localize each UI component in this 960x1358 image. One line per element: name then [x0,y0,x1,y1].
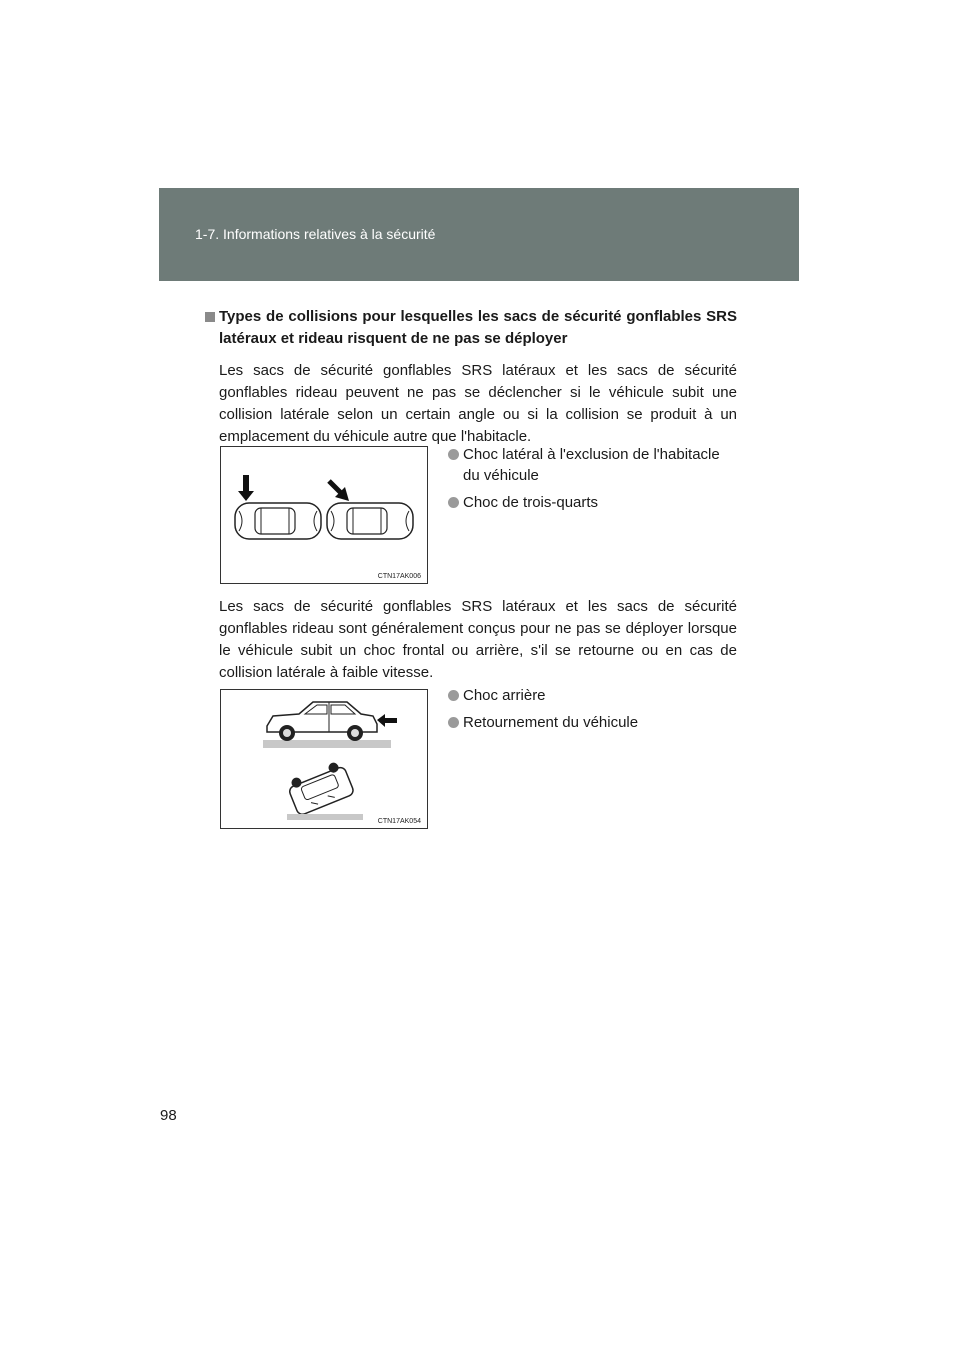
arrow-down-icon [238,475,254,501]
section-title: 1-7. Informations relatives à la sécurité [195,226,436,242]
page-number: 98 [160,1107,177,1124]
bullet-list-1 [448,444,738,519]
bullet-icon [448,449,459,460]
ground-bar [287,814,363,820]
car-top-view-right-icon [327,503,413,539]
figure-code: CTN17AK054 [377,818,421,825]
bullet-icon [448,690,459,701]
section-heading-text: Types de collisions pour lesquelles les sacs de sécurité gonflables SRS latéraux et rideau risquent de ne pas se déployer [219,308,737,347]
paragraph-2-block [205,596,737,684]
ground-bar [263,740,391,748]
paragraph-1: Les sacs de sécurité gonflables SRS latéraux et les sacs de sécurité gonflables rideau peuvent ne pas se déclencher si le véhicule subit une collision latérale selon un certain angle ou si la collision se produit à un emplacement du véhicule autre que l'habitacle. [219,362,737,445]
bullet-text: Retournement du véhicule [463,714,639,731]
figure-rear-rollover [220,689,428,829]
side-impact-illustration [221,447,427,583]
arrow-diagonal-icon [329,481,349,501]
paragraph-2: Les sacs de sécurité gonflables SRS latéraux et les sacs de sécurité gonflables rideau sont généralement conçus pour ne pas se déployer lorsque le véhicule subit un choc frontal ou arrière, s'il se retourne ou en cas de collision latérale à faible vitesse. [219,598,737,681]
bullet-text: Choc de trois-quarts [463,494,599,511]
main-content [205,306,737,448]
header-band [159,188,799,281]
bullet-icon [448,497,459,508]
bullet-text: Choc latéral à l'exclusion de l'habitacle du véhicule [463,446,720,484]
list-item [448,492,738,513]
list-item [448,712,738,733]
arrow-left-icon [377,714,397,727]
car-top-view-left-icon [235,503,321,539]
figure-code: CTN17AK006 [377,573,421,580]
car-rollover-icon [285,759,354,816]
section-heading [205,306,737,350]
list-item [448,444,738,486]
bullet-text: Choc arrière [463,687,546,704]
figure-side-impact [220,446,428,584]
bullet-icon [448,717,459,728]
list-item [448,685,738,706]
bullet-list-2 [448,685,738,739]
rear-rollover-illustration [221,690,427,828]
heading-square-icon [205,312,215,322]
car-side-view-icon [267,702,377,741]
